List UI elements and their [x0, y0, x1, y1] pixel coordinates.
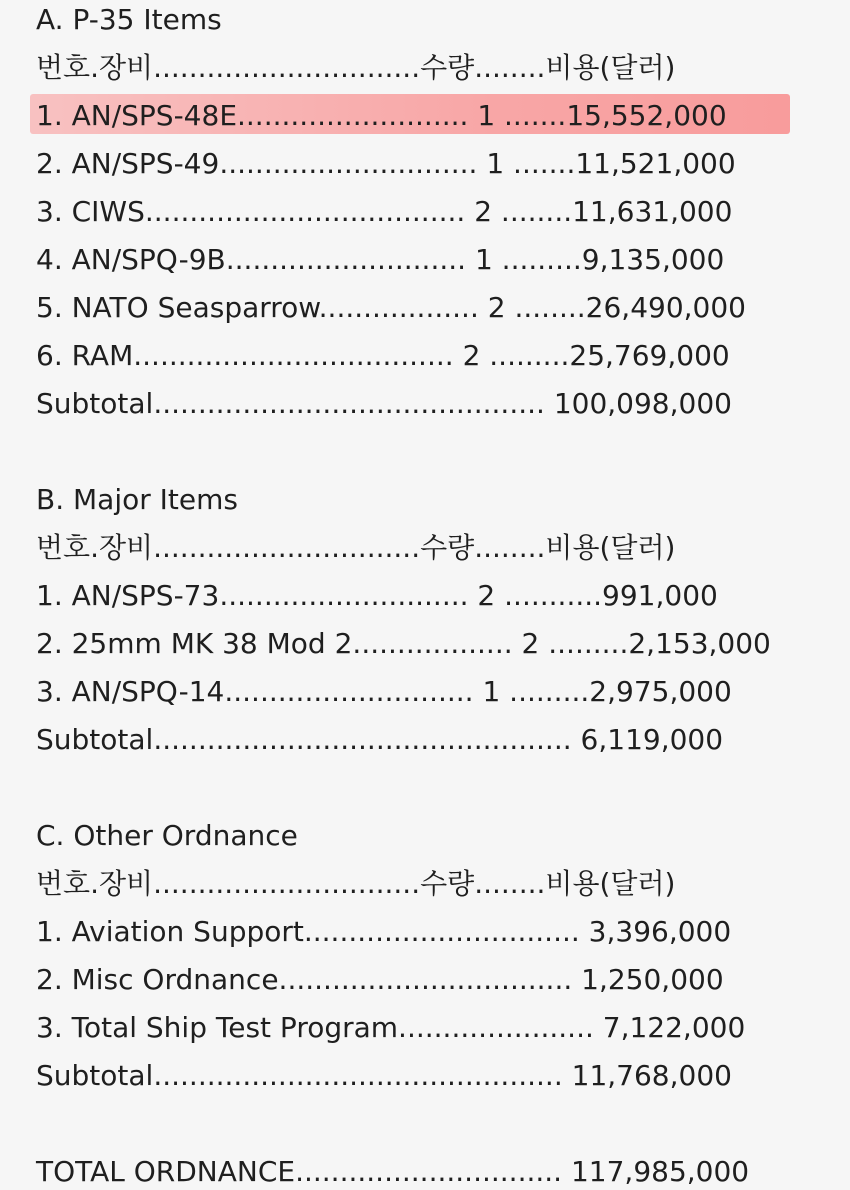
- section-b-row-3: 3. AN/SPQ-14............................ 1 .........2,975,000: [36, 675, 732, 708]
- section-a-row-6: 6. RAM.................................... 2 .........25,769,000: [36, 339, 730, 372]
- section-a-row-4: 4. AN/SPQ-9B........................... 1 .........9,135,000: [36, 243, 725, 276]
- section-c-row-2: 2. Misc Ordnance................................. 1,250,000: [36, 963, 724, 996]
- section-c-row-1: 1. Aviation Support............................... 3,396,000: [36, 915, 732, 948]
- total-ordnance: TOTAL ORDNANCE.............................. 117,985,000: [36, 1155, 750, 1188]
- section-a-header: 번호.장비..............................수량........비용(달러): [36, 51, 676, 84]
- section-c-header: 번호.장비..............................수량........비용(달러): [36, 867, 676, 900]
- section-a-title: A. P-35 Items: [36, 3, 222, 36]
- section-b-subtotal: Subtotal............................................... 6,119,000: [36, 723, 724, 756]
- section-a-row-1: 1. AN/SPS-48E.......................... 1 .......15,552,000: [36, 99, 727, 132]
- section-c-subtotal: Subtotal.............................................. 11,768,000: [36, 1059, 732, 1092]
- section-c-row-3: 3. Total Ship Test Program...................... 7,122,000: [36, 1011, 746, 1044]
- section-a-subtotal: Subtotal............................................ 100,098,000: [36, 387, 732, 420]
- section-c-title: C. Other Ordnance: [36, 819, 298, 852]
- section-b-row-2: 2. 25mm MK 38 Mod 2.................. 2 .........2,153,000: [36, 627, 771, 660]
- section-b-title: B. Major Items: [36, 483, 238, 516]
- section-a-row-2: 2. AN/SPS-49............................. 1 .......11,521,000: [36, 147, 736, 180]
- section-a-row-3: 3. CIWS.................................... 2 ........11,631,000: [36, 195, 733, 228]
- section-a-row-5: 5. NATO Seasparrow.................. 2 ........26,490,000: [36, 291, 746, 324]
- section-b-header: 번호.장비..............................수량........비용(달러): [36, 531, 676, 564]
- section-b-row-1: 1. AN/SPS-73............................ 2 ...........991,000: [36, 579, 718, 612]
